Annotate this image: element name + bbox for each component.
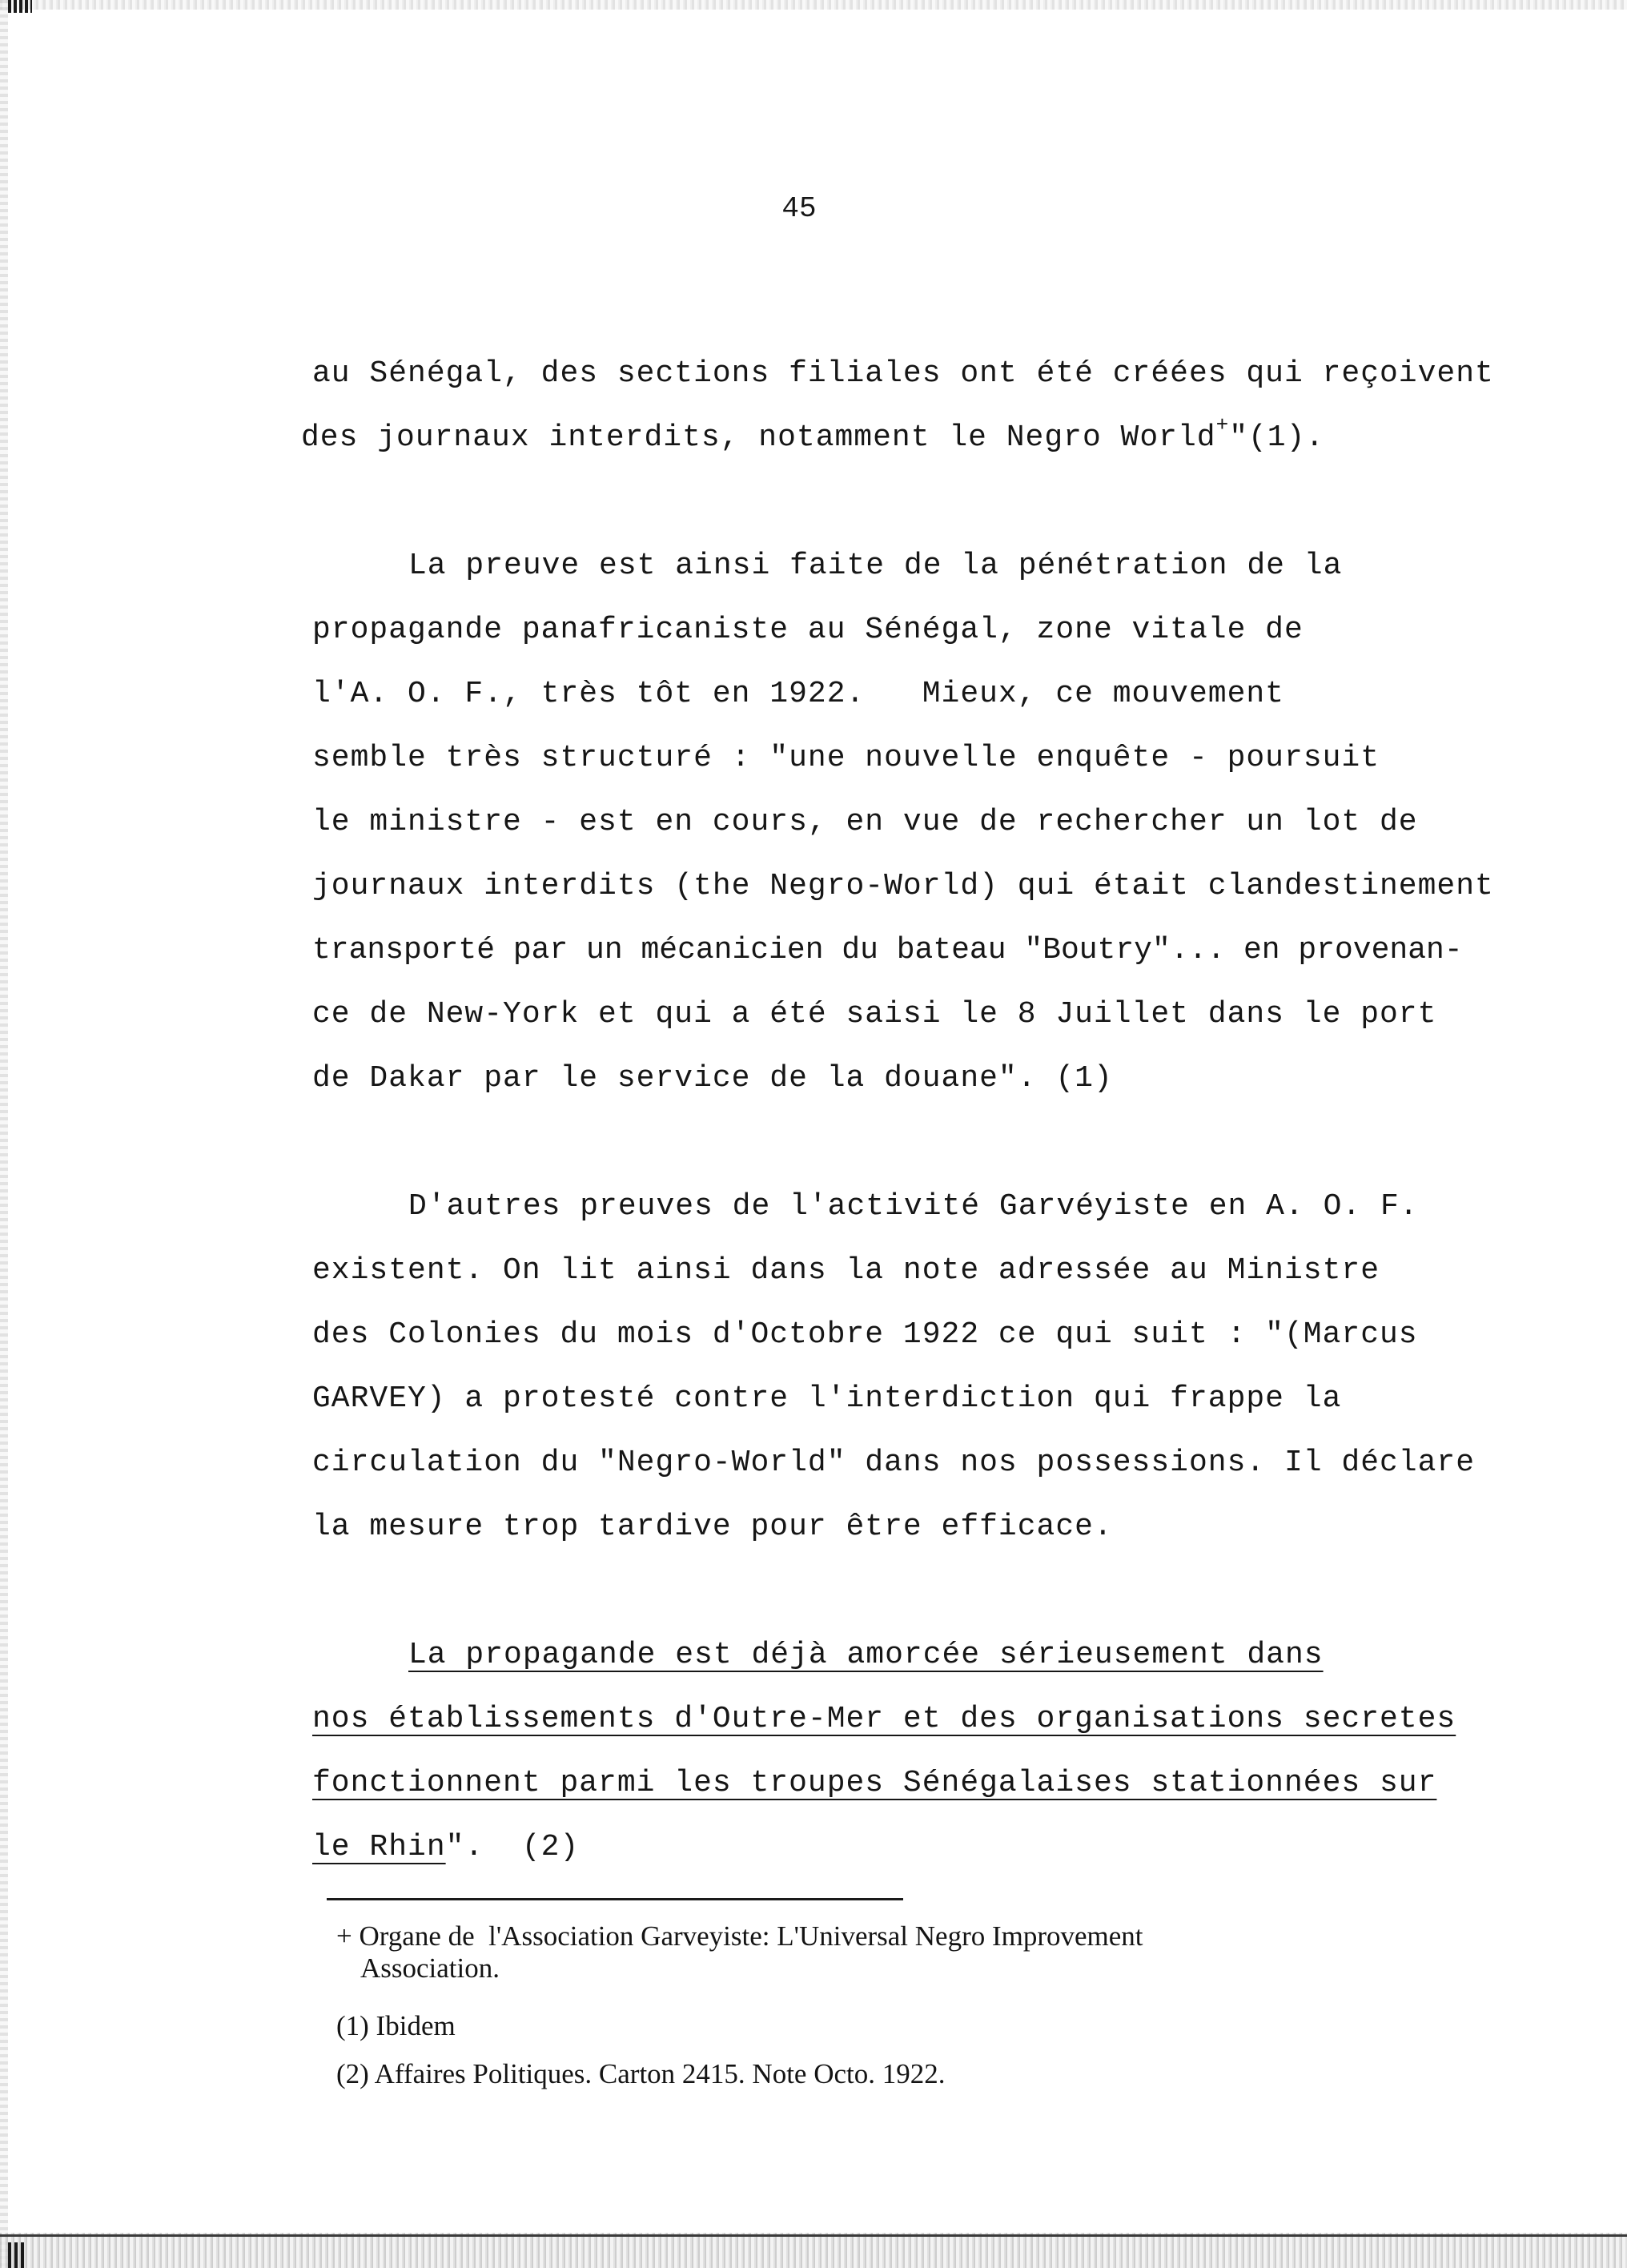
text-line-underlined (312, 1698, 1456, 1741)
underlined-text: nos établissements d'Outre-Mer et des organisations secretes (312, 1702, 1456, 1736)
text-line: au Sénégal, des sections filiales ont été créées qui reçoivent (312, 356, 1494, 391)
text-line: le ministre - est en cours, en vue de rechercher un lot de (312, 805, 1418, 839)
scan-edge-bottom (0, 2233, 1627, 2268)
footnote-continuation: Association. (360, 1952, 500, 1984)
text-line-part: des journaux interdits, notamment le Negro World (301, 420, 1216, 455)
text-line: ce de New-York et qui a été saisi le 8 Juillet dans le port (312, 997, 1437, 1031)
text-line: journaux interdits (the Negro-World) qui était clandestinement (312, 869, 1494, 903)
underlined-text: le Rhin (312, 1830, 446, 1864)
footnote: (1) Ibidem (336, 2010, 456, 2041)
scan-edge-top (0, 0, 1627, 10)
underlined-text: La propagande est déjà amorcée sérieusement dans (408, 1638, 1324, 1672)
footnote-separator (327, 1898, 903, 1900)
scan-edge-left (0, 0, 8, 2268)
footnote-marker: + (1215, 413, 1230, 437)
underlined-text: fonctionnent parmi les troupes Sénégalaises stationnées sur (312, 1766, 1437, 1800)
footnote: (2) Affaires Politiques. Carton 2415. Note Octo. 1922. (336, 2058, 946, 2089)
text-line (312, 1826, 579, 1869)
text-line: transporté par un mécanicien du bateau "Boutry"... en provenan- (312, 933, 1463, 967)
text-line-underlined (312, 1762, 1436, 1805)
text-line: GARVEY) a protesté contre l'interdiction qui frappe la (312, 1381, 1342, 1416)
text-line: l'A. O. F., très tôt en 1922. Mieux, ce mouvement (312, 677, 1284, 711)
text-line: D'autres preuves de l'activité Garvéyiste en A. O. F. (408, 1189, 1419, 1224)
footnote: + Organe de l'Association Garveyiste: L'Universal Negro Improvement (336, 1920, 1143, 1952)
text-line (301, 413, 1325, 460)
text-line: La preuve est ainsi faite de la pénétration de la (408, 549, 1343, 583)
text-line: propagande panafricaniste au Sénégal, zone vitale de (312, 613, 1304, 647)
text-line-part: "(1). (1229, 420, 1325, 455)
text-line: la mesure trop tardive pour être efficace. (312, 1510, 1113, 1544)
scan-bottom-line (0, 2234, 1627, 2237)
text-line: existent. On lit ainsi dans la note adressée au Ministre (312, 1253, 1380, 1288)
text-line: des Colonies du mois d'Octobre 1922 ce qui suit : "(Marcus (312, 1317, 1418, 1352)
text-line-underlined (408, 1634, 1324, 1677)
page-number: 45 (781, 192, 817, 225)
text-line: de Dakar par le service de la douane". (1) (312, 1061, 1113, 1096)
text-line: circulation du "Negro-World" dans nos possessions. Il déclare (312, 1446, 1476, 1480)
scan-corner-mark (8, 0, 32, 13)
text-line: semble très structuré : "une nouvelle enquête - poursuit (312, 741, 1380, 775)
scan-corner-mark-bottom (8, 2242, 24, 2268)
text-line-part: ". (2) (445, 1830, 580, 1864)
